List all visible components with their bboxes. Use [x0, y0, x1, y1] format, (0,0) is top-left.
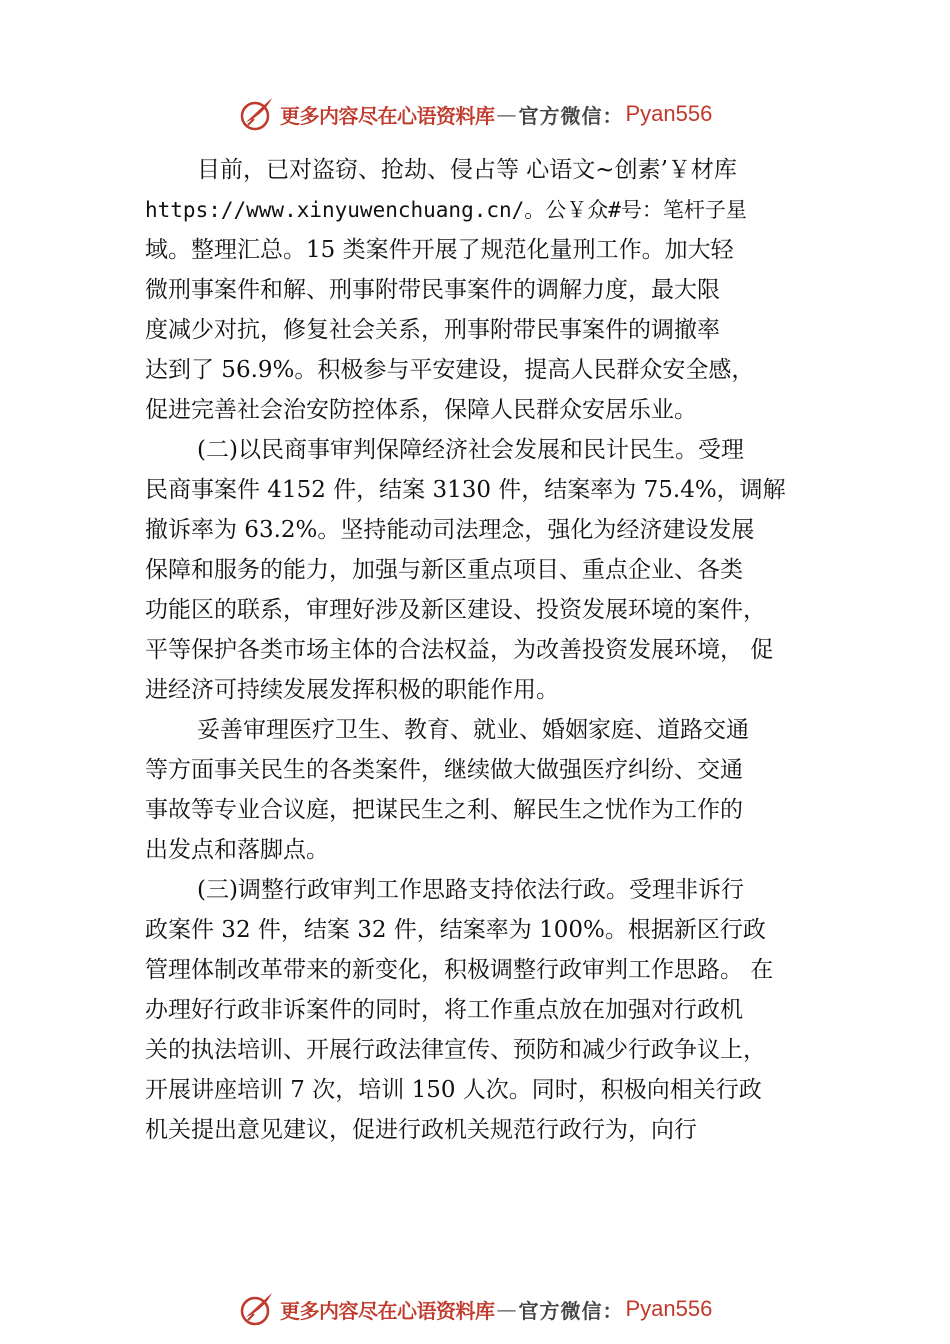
- quill-pen-icon: [238, 1290, 276, 1328]
- banner-wechat-id: Pyan556: [625, 101, 713, 126]
- text-line: 域。整理汇总。15 类案件开展了规范化量刑工作。加大轻: [145, 237, 734, 263]
- text-line: 撤诉率为 63.2%。坚持能动司法理念，强化为经济建设发展: [145, 517, 755, 543]
- text-line: 微刑事案件和解、刑事附带民事案件的调解力度，最大限: [145, 277, 720, 303]
- text-line: 促进完善社会治安防控体系，保障人民群众安居乐业。: [145, 397, 697, 423]
- header-banner: [238, 94, 712, 134]
- text-line: 关的执法培训、开展行政法律宣传、预防和减少行政争议上，: [145, 1037, 766, 1063]
- text-line: 等方面事关民生的各类案件，继续做大做强医疗纠纷、交通: [145, 757, 743, 783]
- text-line: 保障和服务的能力，加强与新区重点项目、重点企业、各类: [145, 557, 743, 583]
- text-line: 事故等专业合议庭，把谋民生之利、解民生之忧作为工作的: [145, 797, 743, 823]
- text-line: 达到了 56.9%。积极参与平安建设，提高人民群众安全感，: [145, 357, 755, 383]
- text-line: 政案件 32 件，结案 32 件，结案率为 100%。根据新区行政: [145, 917, 766, 943]
- banner-wechat-label: 官方微信：: [518, 103, 624, 128]
- banner-wechat-id: Pyan556: [625, 1296, 713, 1321]
- text-line: 出发点和落脚点。: [145, 837, 329, 863]
- banner-title: 更多内容尽在心语资料库: [280, 1298, 495, 1323]
- text-line: 进经济可持续发展发挥积极的职能作用。: [145, 677, 559, 703]
- text-line: 度减少对抗，修复社会关系，刑事附带民事案件的调撤率: [145, 317, 720, 343]
- quill-pen-icon: [238, 95, 276, 133]
- text-line: 妥善审理医疗卫生、教育、就业、婚姻家庭、道路交通: [197, 717, 749, 743]
- text-line: 办理好行政非诉案件的同时，将工作重点放在加强对行政机: [145, 997, 743, 1023]
- text-line: 开展讲座培训 7 次，培训 150 人次。同时，积极向相关行政: [145, 1077, 762, 1103]
- document-body: [145, 150, 823, 1150]
- text-line: https://www.xinyuwenchuang.cn/。公￥众#号：笔杆子星: [145, 198, 747, 222]
- text-line: (二)以民商事审判保障经济社会发展和民计民生。受理: [197, 437, 744, 463]
- text-line: (三)调整行政审判工作思路支持依法行政。受理非诉行: [197, 877, 744, 903]
- text-line: 功能区的联系，审理好涉及新区建设、投资发展环境的案件，: [145, 597, 766, 623]
- banner-dash: —: [496, 102, 517, 126]
- text-line: 平等保护各类市场主体的合法权益，为改善投资发展环境， 促: [145, 637, 774, 663]
- text-line: 管理体制改革带来的新变化，积极调整行政审判工作思路。 在: [145, 957, 774, 983]
- text-line: 目前，已对盗窃、抢劫、侵占等 心语文~创素’￥材库: [197, 157, 737, 183]
- banner-wechat-label: 官方微信：: [518, 1298, 624, 1323]
- text-line: 机关提出意见建议，促进行政机关规范行政行为，向行: [145, 1117, 697, 1143]
- text-line: 民商事案件 4152 件，结案 3130 件，结案率为 75.4%，调解: [145, 477, 786, 503]
- footer-banner: [238, 1289, 712, 1329]
- banner-dash: —: [496, 1297, 517, 1321]
- banner-title: 更多内容尽在心语资料库: [280, 103, 495, 128]
